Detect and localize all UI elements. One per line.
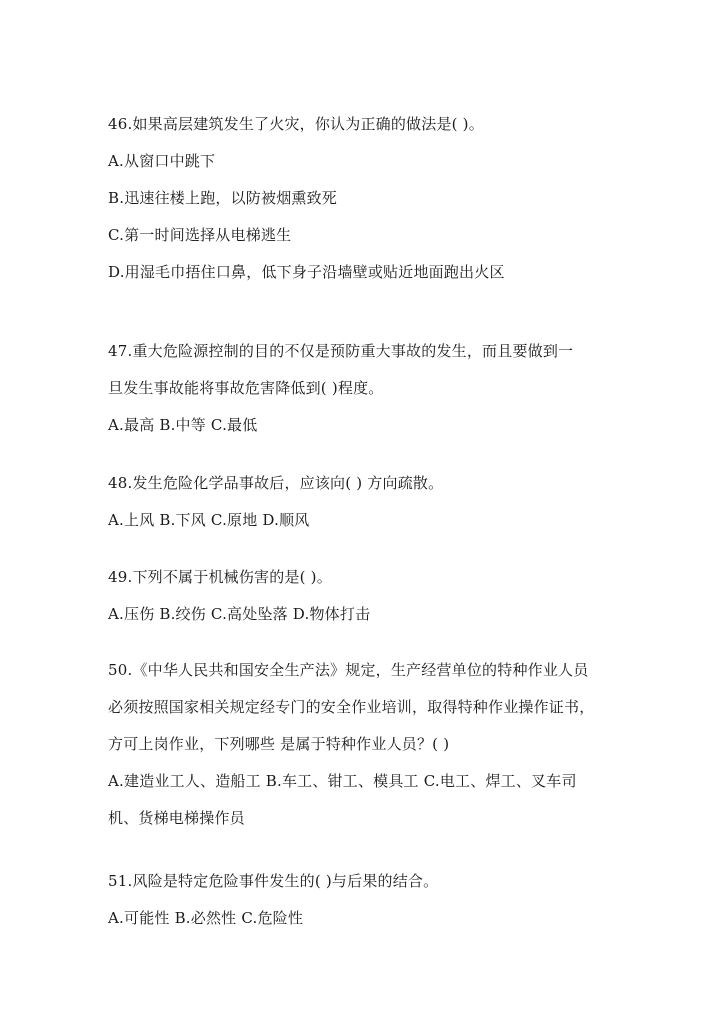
option-line: A.可能性 B.必然性 C.危险性 [108, 909, 304, 927]
question-text: 48.发生危险化学品事故后，应该向( ) 方向疏散。 [108, 474, 444, 492]
question-text: 方可上岗作业，下列哪些 是属于特种作业人员？( ) [108, 735, 450, 753]
option-line: A.从窗口中跳下 [108, 152, 216, 170]
option-line: 机、货梯电梯操作员 [108, 809, 245, 827]
question-text: 47.重大危险源控制的目的不仅是预防重大事故的发生，而且要做到一 [108, 342, 574, 360]
question-text: 旦发生事故能将事故危害降低到( )程度。 [108, 379, 384, 397]
question-text: 必须按照国家相关规定经专门的安全作业培训，取得特种作业操作证书， [108, 698, 595, 716]
question-text: 49.下列不属于机械伤害的是( )。 [108, 568, 332, 586]
option-line: D.用湿毛巾捂住口鼻，低下身子沿墙壁或贴近地面跑出火区 [108, 263, 505, 281]
question-49 [108, 567, 628, 624]
question-text: 51.风险是特定危险事件发生的( )与后果的结合。 [108, 872, 439, 890]
question-50 [108, 660, 628, 828]
option-line: A.建造业工人、造船工 B.车工、钳工、模具工 C.电工、焊工、叉车司 [108, 772, 577, 790]
option-line: B.迅速往楼上跑，以防被烟熏致死 [108, 189, 337, 207]
question-47 [108, 341, 628, 435]
question-46 [108, 114, 628, 282]
question-48 [108, 473, 628, 530]
question-text: 46.如果高层建筑发生了火灾，你认为正确的做法是( )。 [108, 115, 484, 133]
option-line: C.第一时间选择从电梯逃生 [108, 226, 292, 244]
option-line: A.上风 B.下风 C.原地 D.顺风 [108, 511, 310, 529]
option-line: A.最高 B.中等 C.最低 [108, 416, 258, 434]
question-51 [108, 871, 628, 928]
question-text: 50.《中华人民共和国安全生产法》规定，生产经营单位的特种作业人员 [108, 661, 589, 679]
option-line: A.压伤 B.绞伤 C.高处坠落 D.物体打击 [108, 605, 371, 623]
